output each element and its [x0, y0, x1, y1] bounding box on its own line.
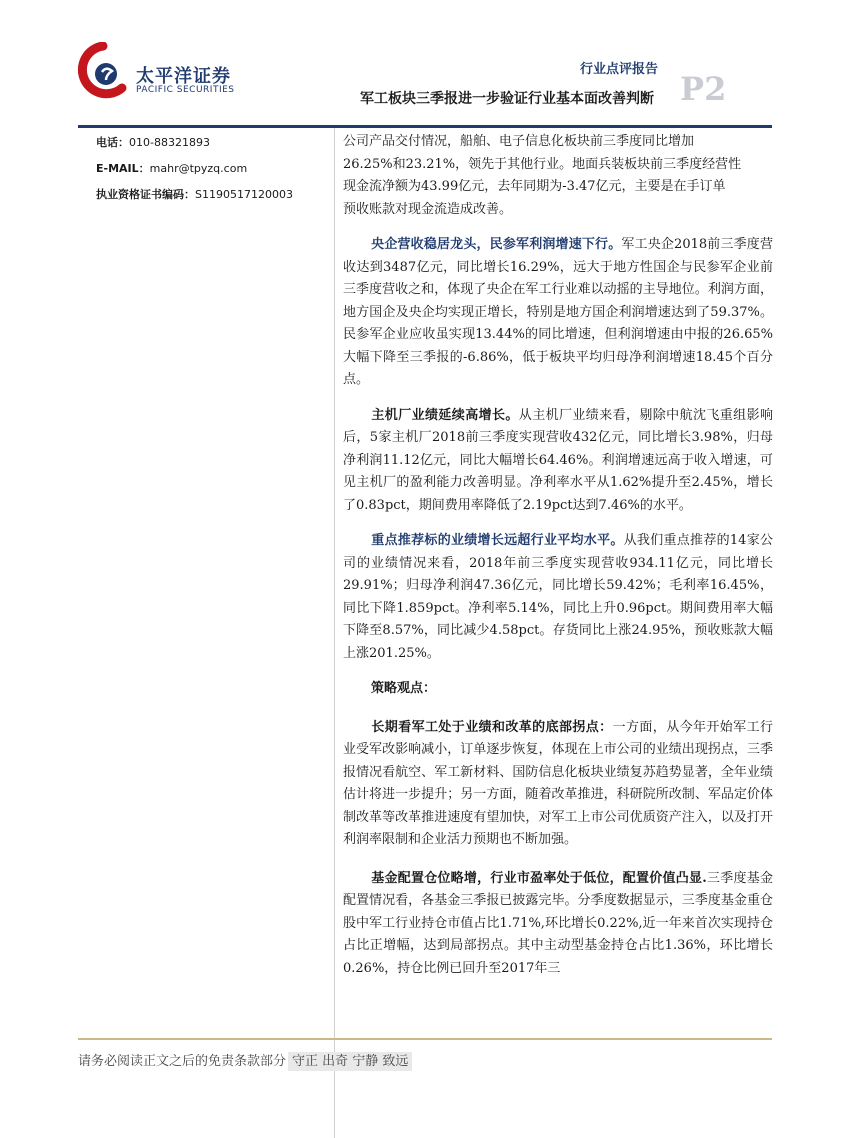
p4-text: 从我们重点推荐的14家公司的业绩情况来看，2018年前三季度实现营收934.11亿元，同比增长29.91%；归母净利润47.36亿元，同比增长59.42%；毛利率16.45%，同比下降1.859pct。净利率5.14%，同比上升0.96pct。期间费用率大幅下降至8.57%，同比减少4.58pct。存货同比上涨24.95%，预收账款大幅上涨201.25%。: [343, 533, 773, 661]
cert-line: [96, 186, 293, 212]
analyst-contact: [96, 134, 293, 212]
company-logo: [76, 42, 246, 112]
email-value[interactable]: mahr@tpyzq.com: [149, 162, 248, 175]
pacific-securities-logo-icon: [76, 42, 130, 102]
strategy-heading-text: 策略观点：: [371, 681, 437, 696]
p2-text: 军工央企2018前三季度营收达到3487亿元，同比增长16.29%，远大于地方性国企与民参军企业前三季度营收之和，体现了央企在军工行业难以动摇的主导地位。利润方面，地方国企及央企均实现正增长，特别是地方国企利润增速达到了59.37%。民参军企业应收虽实现13.44%的同比增速，但利润增速由中报的26.65%大幅下降至三季报的-6.86%，低于板块平均归母净利润增速18.45个百分点。: [343, 237, 773, 387]
header-divider: [78, 125, 772, 128]
p1-line-3: 现金流净额为43.99亿元，去年同期为-3.47亿元，主要是在手订单: [343, 179, 726, 194]
report-title: 军工板块三季报进一步验证行业基本面改善判断: [360, 91, 654, 107]
page-number: P2: [680, 70, 727, 108]
phone-label: 电话：: [96, 136, 129, 149]
disclaimer-text: 请务必阅读正文之后的免责条款部分: [78, 1054, 287, 1069]
phone-line: [96, 134, 293, 160]
strategy-heading: [343, 678, 773, 701]
p1-line-1: 公司产品交付情况，船舶、电子信息化板块前三季度同比增加: [343, 134, 695, 149]
paragraph-3: [343, 405, 773, 518]
p3-text: 从主机厂业绩来看，剔除中航沈飞重组影响后，5家主机厂2018前三季度实现营收432亿元，同比增长3.98%，归母净利润11.12亿元，同比大幅增长64.46%。利润增速远高于收入增速，可见主机厂的盈利能力改善明显。净利率水平从1.62%提升至2.45%，增长了0.83pct，期间费用率降低了2.19pct达到7.46%的水平。: [343, 407, 773, 513]
column-divider: [334, 128, 335, 1138]
paragraph-6: [343, 868, 773, 981]
p5-text: 一方面，从今年开始军工行业受军改影响减小，订单逐步恢复，体现在上市公司的业绩出现拐点，三季报情况看航空、军工新材料、国防信息化板块业绩复苏趋势显著，全年业绩估计将进一步提升；另一方面，随着改革推进，科研院所改制、军品定价体制改革等改革推进速度有望加快，对军工上市公司优质资产注入，以及打开利润率限制和企业活力预期也不断加强。: [343, 719, 773, 847]
paragraph-2: [343, 234, 773, 392]
p1-line-4: 预收账款对现金流造成改善。: [343, 201, 513, 217]
brand-name-en: PACIFIC SECURITIES: [136, 85, 235, 95]
p1-line-2: 26.25%和23.21%，领先于其他行业。地面兵装板块前三季度经营性: [343, 156, 742, 172]
company-motto: 守正 出奇 宁静 致远: [288, 1052, 412, 1071]
cert-value: S1190517120003: [195, 188, 293, 201]
email-label: E-MAIL：: [96, 162, 150, 175]
phone-value: 010-88321893: [129, 136, 210, 149]
cert-label: 执业资格证书编码：: [96, 188, 195, 201]
footer-divider: [78, 1038, 772, 1040]
footer: [78, 1050, 412, 1069]
main-body: [343, 131, 773, 980]
p3-heading: 主机厂业绩延续高增长。: [371, 407, 519, 423]
report-type: 行业点评报告: [580, 62, 659, 77]
paragraph-5: [343, 717, 773, 852]
p4-heading: 重点推荐标的业绩增长远超行业平均水平。: [371, 533, 624, 548]
paragraph-1: [343, 131, 773, 221]
p5-heading: 长期看军工处于业绩和改革的底部拐点：: [371, 719, 613, 735]
brand-name-cn: 太平洋证券: [136, 66, 231, 87]
p6-heading: 基金配置仓位略增，行业市盈率处于低位，配置价值凸显.: [371, 870, 707, 886]
email-line: [96, 160, 293, 186]
paragraph-4: [343, 530, 773, 665]
p2-heading: 央企营收稳居龙头，民参军利润增速下行。: [371, 237, 622, 252]
p6-text: 三季度基金配置情况看，各基金三季报已披露完毕。分季度数据显示，三季度基金重仓股中军工行业持仓市值占比1.71%,环比增长0.22%,近一年来首次实现持仓占比正增幅，达到局部拐点。其中主动型基金持仓占比1.36%，环比增长0.26%，持仓比例已回升至2017年三: [343, 870, 773, 976]
